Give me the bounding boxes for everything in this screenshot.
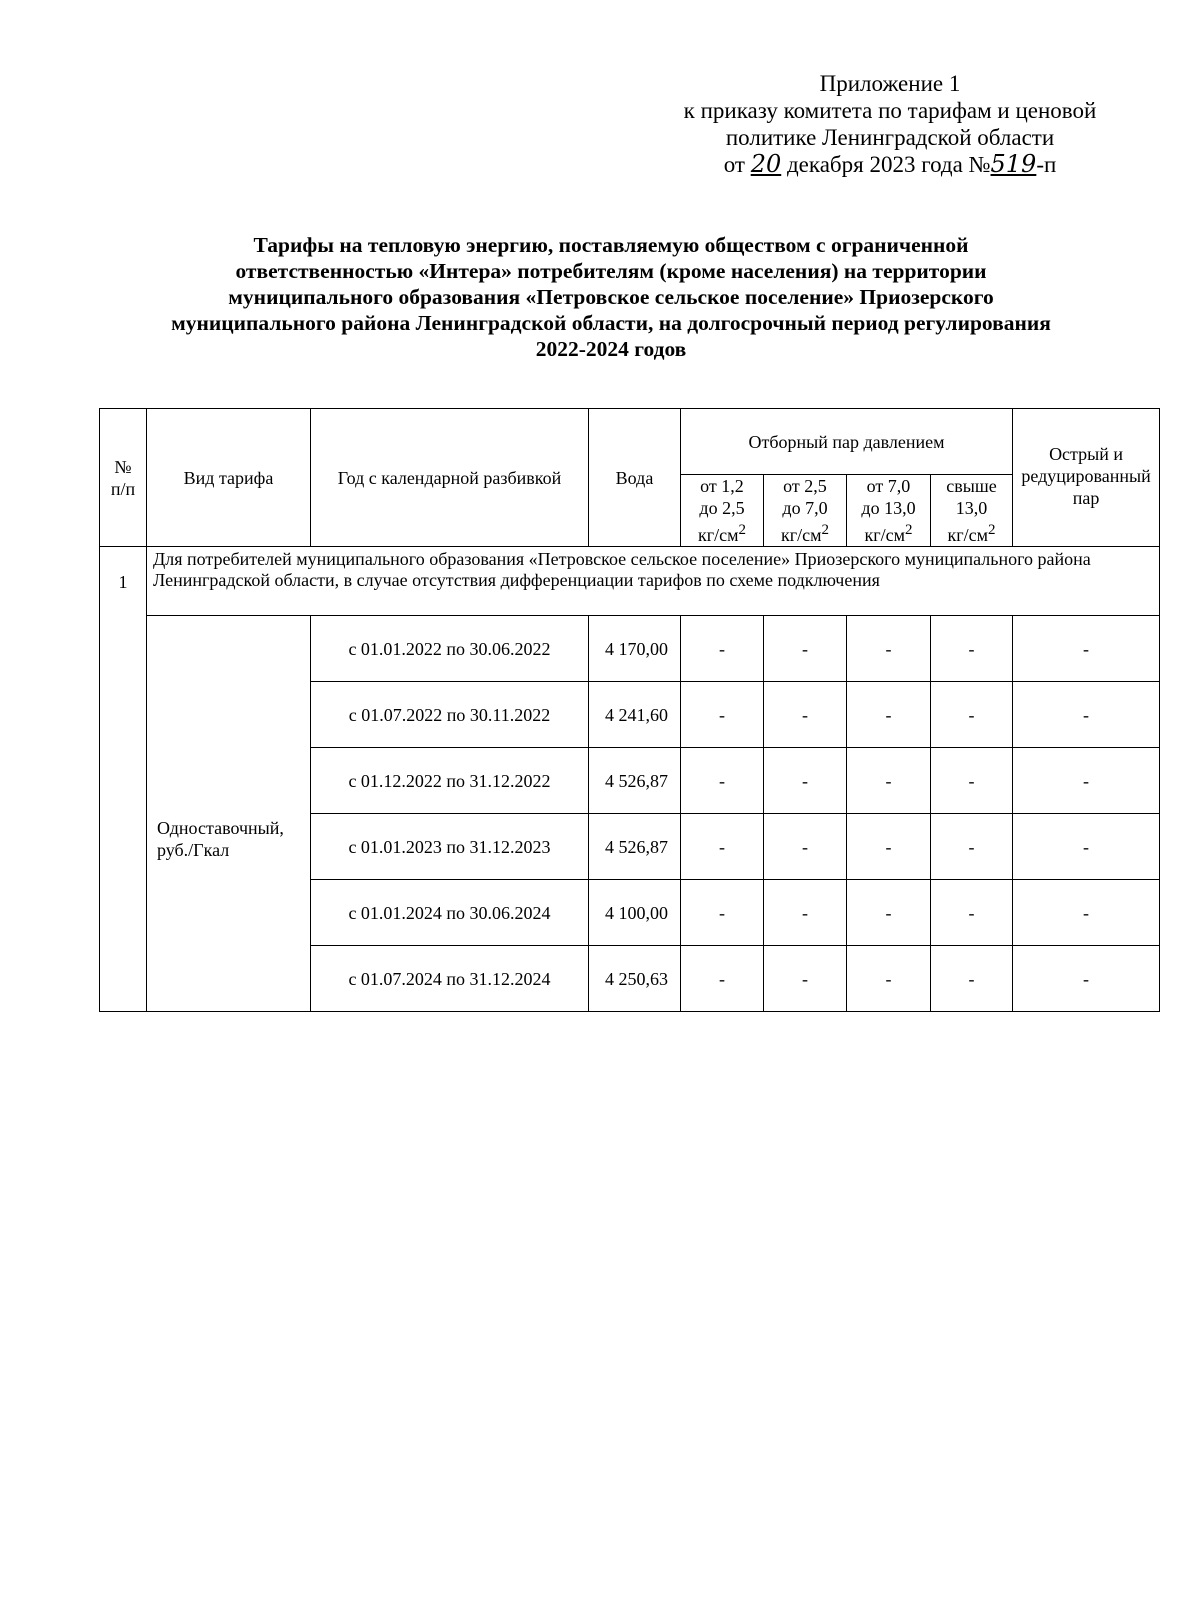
steam-col-2-from: от 2,5 (783, 476, 827, 496)
water-value: 4 241,60 (589, 682, 681, 748)
table-row (100, 616, 1160, 682)
steam-2-value: - (764, 682, 847, 748)
tariff-type-line-2: руб./Гкал (157, 839, 230, 860)
water-value: 4 250,63 (589, 946, 681, 1012)
unit-sup: 2 (905, 522, 913, 538)
appendix-line-3: политике Ленинградской области (725, 125, 1055, 150)
header-steam-7-0-to-13-0 (847, 475, 931, 547)
header-tariff-type: Вид тарифа (147, 409, 311, 547)
header-steam-group: Отборный пар давлением (681, 409, 1013, 475)
unit-text: кг/см (947, 525, 989, 545)
steam-4-value: - (931, 946, 1013, 1012)
steam-1-value: - (681, 682, 764, 748)
steam-col-3-to: до 13,0 (861, 498, 916, 518)
header-steam-1-2-to-2-5 (681, 475, 764, 547)
steam-4-value: - (931, 682, 1013, 748)
steam-1-value: - (681, 880, 764, 946)
sharp-steam-value: - (1013, 880, 1160, 946)
title-line-4: муниципального района Ленинградской области, на долгосрочный период регулирования (171, 311, 1051, 335)
steam-4-value: - (931, 748, 1013, 814)
header-num-sign: № (114, 456, 132, 477)
header-steam-2-5-to-7-0 (764, 475, 847, 547)
steam-1-value: - (681, 748, 764, 814)
steam-3-value: - (847, 616, 931, 682)
steam-3-value: - (847, 946, 931, 1012)
tariff-type-cell (147, 616, 311, 1012)
tariff-type-line-1: Одноставочный, (157, 817, 284, 838)
group-title-row (100, 547, 1160, 616)
steam-col-4-to: 13,0 (955, 498, 988, 518)
period-cell: с 01.07.2022 по 30.11.2022 (311, 682, 589, 748)
steam-3-value: - (847, 880, 931, 946)
steam-col-3-from: от 7,0 (866, 476, 911, 496)
appendix-header (660, 70, 1120, 178)
header-num-pp: п/п (110, 478, 136, 499)
steam-col-3-unit (851, 519, 926, 546)
unit-sup: 2 (738, 522, 746, 538)
water-value: 4 526,87 (589, 814, 681, 880)
steam-col-4-from: свыше (946, 476, 997, 496)
steam-2-value: - (764, 814, 847, 880)
title-line-1: Тарифы на тепловую энергию, поставляемую обществом с ограниченной (253, 233, 969, 257)
steam-3-value: - (847, 748, 931, 814)
order-suffix: -п (1036, 152, 1057, 177)
appendix-line-2: к приказу комитета по тарифам и ценовой (683, 98, 1097, 123)
group-number: 1 (100, 547, 147, 1012)
appendix-date-line (660, 151, 1120, 178)
period-cell: с 01.01.2024 по 30.06.2024 (311, 880, 589, 946)
unit-text: кг/см (697, 525, 739, 545)
group-title: Для потребителей муниципального образования «Петровское сельское поселение» Приозерского муниципального района Ленинградской области, в случае отсутствия дифференциации тарифов по схеме подключения (147, 547, 1160, 616)
handwritten-order-number: 519 (990, 150, 1037, 178)
sharp-steam-value: - (1013, 616, 1160, 682)
steam-1-value: - (681, 616, 764, 682)
sharp-steam-value: - (1013, 946, 1160, 1012)
steam-col-4-unit (935, 519, 1008, 546)
tariff-table (99, 408, 1160, 1012)
steam-col-2-to: до 7,0 (782, 498, 828, 518)
header-steam-above-13-0 (931, 475, 1013, 547)
steam-2-value: - (764, 748, 847, 814)
period-cell: с 01.07.2024 по 31.12.2024 (311, 946, 589, 1012)
date-prefix: от (723, 152, 745, 177)
steam-1-value: - (681, 946, 764, 1012)
steam-3-value: - (847, 814, 931, 880)
title-line-5: 2022-2024 годов (535, 337, 687, 361)
header-water: Вода (589, 409, 681, 547)
steam-col-1-to: до 2,5 (699, 498, 745, 518)
water-value: 4 100,00 (589, 880, 681, 946)
period-cell: с 01.01.2022 по 30.06.2022 (311, 616, 589, 682)
steam-4-value: - (931, 814, 1013, 880)
appendix-title: Приложение 1 (819, 71, 961, 96)
handwritten-day: 20 (750, 150, 782, 178)
steam-col-2-unit (768, 519, 842, 546)
steam-1-value: - (681, 814, 764, 880)
sharp-steam-value: - (1013, 682, 1160, 748)
steam-2-value: - (764, 616, 847, 682)
sharp-steam-value: - (1013, 748, 1160, 814)
steam-2-value: - (764, 880, 847, 946)
title-line-2: ответственностью «Интера» потребителям (кроме населения) на территории (235, 259, 987, 283)
header-year-breakdown: Год с календарной разбивкой (311, 409, 589, 547)
unit-text: кг/см (864, 525, 905, 545)
header-sharp-steam: Острый и редуцированный пар (1013, 409, 1160, 547)
steam-col-1-unit (685, 519, 759, 546)
steam-4-value: - (931, 880, 1013, 946)
unit-text: кг/см (780, 525, 822, 545)
steam-3-value: - (847, 682, 931, 748)
header-row-top (100, 409, 1160, 475)
sharp-steam-value: - (1013, 814, 1160, 880)
title-line-3: муниципального образования «Петровское сельское поселение» Приозерского (228, 285, 994, 309)
period-cell: с 01.01.2023 по 31.12.2023 (311, 814, 589, 880)
steam-col-1-from: от 1,2 (700, 476, 744, 496)
date-rest: декабря 2023 года № (786, 152, 991, 177)
water-value: 4 170,00 (589, 616, 681, 682)
water-value: 4 526,87 (589, 748, 681, 814)
steam-4-value: - (931, 616, 1013, 682)
unit-sup: 2 (821, 522, 829, 538)
period-cell: с 01.12.2022 по 31.12.2022 (311, 748, 589, 814)
unit-sup: 2 (988, 522, 996, 538)
steam-2-value: - (764, 946, 847, 1012)
document-title (96, 232, 1126, 362)
header-num (100, 409, 147, 547)
